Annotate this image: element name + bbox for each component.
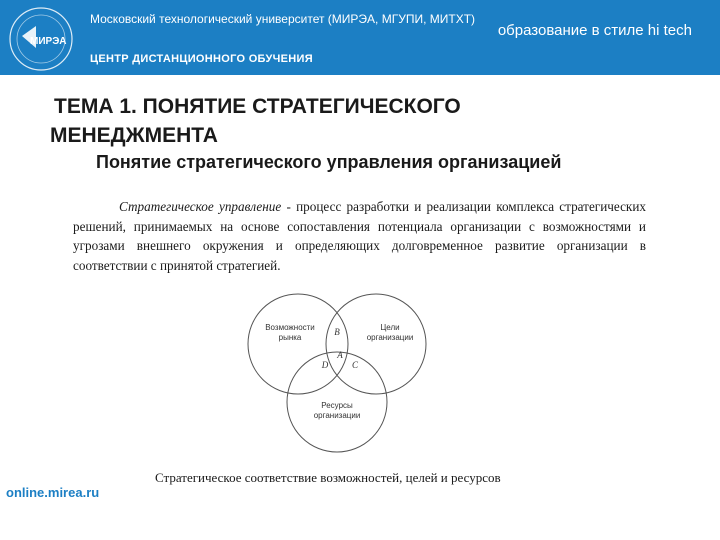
venn-letter-c: C: [351, 360, 359, 370]
venn-circle-opportunities: [248, 294, 348, 394]
center-name: ЦЕНТР ДИСТАНЦИОННОГО ОБУЧЕНИЯ: [90, 53, 313, 65]
university-name: Московский технологический университет (МИРЭА, МГУПИ, МИТХТ): [90, 12, 476, 26]
definition-paragraph: [73, 197, 646, 275]
svg-text:МИРЭА: МИРЭА: [30, 36, 67, 47]
venn-circle-goals: [326, 294, 426, 394]
university-logo: [6, 4, 76, 74]
venn-label-goals-1: Цели: [380, 323, 400, 332]
venn-label-resources-1: Ресурсы: [321, 401, 353, 410]
slide-subtitle: Понятие стратегического управления организацией: [96, 152, 562, 172]
venn-label-goals-2: организации: [366, 333, 414, 342]
site-link[interactable]: online.mirea.ru: [6, 485, 100, 500]
venn-label-resources-2: организации: [313, 411, 361, 420]
venn-letter-b: B: [334, 327, 340, 337]
topic-title: [50, 92, 574, 150]
definition-term: Стратегическое управление: [119, 199, 282, 214]
slogan: образование в стиле hi tech: [497, 22, 692, 39]
venn-label-opportunities-2: рынка: [278, 333, 302, 342]
venn-label-opportunities-1: Возможности: [265, 323, 315, 332]
diagram-caption: Стратегическое соответствие возможностей, целей и ресурсов: [155, 470, 501, 485]
header-banner: [0, 0, 720, 75]
venn-letter-d: D: [321, 360, 329, 370]
venn-letter-a: A: [337, 350, 343, 360]
venn-diagram: [232, 290, 452, 460]
definition-text: - процесс разработки и реализации комплекса стратегических решений, принимаемых на основе сопоставления потенциала организации с возможностями и угрозами внешнего окружения и определяющих долговременное развитие организации в соответствии с принятой стратегией.: [73, 199, 646, 273]
topic-title-line2: МЕНЕДЖМЕНТА: [50, 124, 218, 147]
topic-title-line1: ТЕМА 1. ПОНЯТИЕ СТРАТЕГИЧЕСКОГО: [54, 95, 461, 118]
